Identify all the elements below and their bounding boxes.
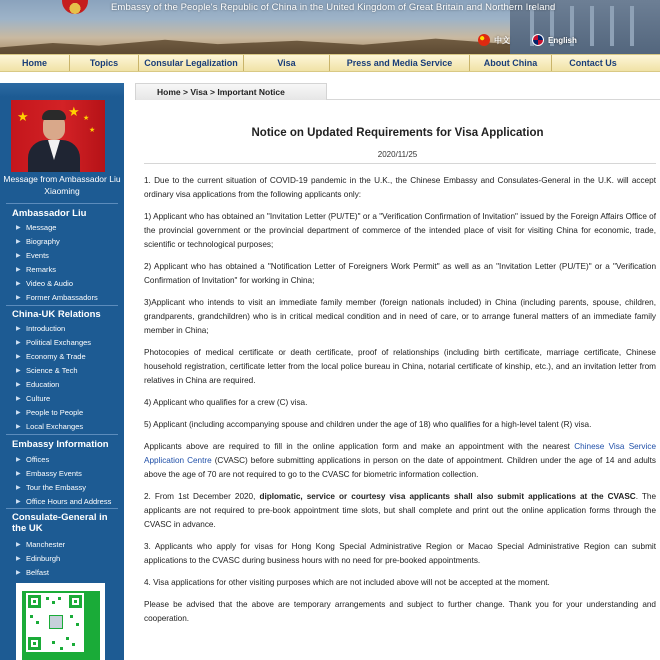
- language-chinese-label: 中文: [494, 35, 510, 45]
- qr-code-icon: [26, 593, 84, 652]
- arrow-right-icon: ▶: [16, 570, 21, 576]
- sidebar-item-local-exchanges[interactable]: ▶ Local Exchanges: [12, 420, 120, 434]
- paragraph: 2. From 1st December 2020, diplomatic, service or courtesy visa applicants shall also submit applications at the CVASC. The applicants are not required to pre-book appointment time slots, but shall complete and print out the online application forms through the CVASC in advance.: [144, 492, 657, 529]
- arrow-right-icon: ▶: [16, 396, 21, 402]
- consulate-links: [12, 538, 120, 580]
- national-emblem-icon: [62, 0, 88, 14]
- publish-date: 2020/11/25: [377, 150, 418, 159]
- arrow-right-icon: ▶: [16, 368, 21, 374]
- main-content: [135, 83, 660, 660]
- breadcrumb-visa[interactable]: Visa: [190, 87, 208, 97]
- paragraph: 1) Applicant who has obtained an "Invitation Letter (PU/TE)" or a "Verification Confirmation of Invitation" issued by the Foreign Affairs Office of the provincial government or the provincial department of commerce of the intended place of visit for visiting China for economic, trade, scientific or technological purposes;: [144, 212, 656, 249]
- language-english-link[interactable]: [532, 34, 577, 46]
- sidebar-item-education[interactable]: ▶ Education: [12, 378, 120, 392]
- sidebar-item-former-ambassadors[interactable]: ▶ Former Ambassadors: [12, 291, 120, 305]
- language-english-label: English: [548, 35, 577, 45]
- arrow-right-icon: ▶: [16, 239, 21, 245]
- header-banner: [0, 0, 660, 54]
- sidebar-divider: [6, 434, 118, 435]
- sidebar-divider: [6, 508, 118, 509]
- paragraph: Photocopies of medical certificate or death certificate, proof of relationships (including birth certificate, marriage certificate, Chinese household registration, certificate letter from the local police bureau in China, notarial certificate of kinship, etc.), and an invitation letter from relatives in China are required.: [144, 348, 656, 385]
- arrow-right-icon: ▶: [16, 295, 21, 301]
- arrow-right-icon: ▶: [16, 556, 21, 562]
- sidebar-item-political-exchanges[interactable]: ▶ Political Exchanges: [12, 336, 120, 350]
- nav-topics[interactable]: Topics: [70, 55, 139, 71]
- uk-flag-icon: [532, 34, 544, 46]
- arrow-right-icon: ▶: [16, 410, 21, 416]
- qr-logo-icon: [49, 615, 63, 629]
- paragraph: 3)Applicant who intends to visit an immediate family member (foreign nationals included) in China (including parents, spouse, children, grandparents, grandchildren) who is in critical medical condition and in need of care, or to arrange funeral matters of an immediate family member in China;: [144, 298, 656, 335]
- nav-press-media[interactable]: Press and Media Service: [330, 55, 470, 71]
- arrow-right-icon: ▶: [16, 485, 21, 491]
- sidebar-item-science-tech[interactable]: ▶ Science & Tech: [12, 364, 120, 378]
- nav-about-china[interactable]: About China: [470, 55, 552, 71]
- cvasc-link[interactable]: Chinese Visa Service Application Centre: [144, 442, 656, 465]
- paragraph: 4) Applicant who qualifies for a crew (C) visa.: [144, 398, 308, 407]
- sidebar-item-culture[interactable]: ▶ Culture: [12, 392, 120, 406]
- wechat-qr-code: [16, 583, 105, 660]
- title-divider: [144, 163, 656, 164]
- breadcrumb-separator: >: [180, 87, 191, 97]
- breadcrumb-bar: [135, 83, 660, 100]
- embassy-title: Embassy of the People's Republic of China in the United Kingdom of Great Britain and Northern Ireland: [111, 2, 556, 13]
- breadcrumb-current[interactable]: Important Notice: [217, 87, 285, 97]
- paragraph: 1. Due to the current situation of COVID-19 pandemic in the U.K., the Chinese Embassy and Consulates-General in the U.K. will accept ordinary visa applications from the following applicants only:: [144, 176, 656, 199]
- breadcrumb-separator: >: [207, 87, 218, 97]
- arrow-right-icon: ▶: [16, 471, 21, 477]
- sidebar-item-edinburgh[interactable]: ▶ Edinburgh: [12, 552, 120, 566]
- section-heading-consulates: Consulate-General in the UK: [12, 512, 108, 534]
- sidebar-header-strip: [0, 83, 124, 97]
- article-body: [144, 174, 656, 634]
- arrow-right-icon: ▶: [16, 354, 21, 360]
- flag-star-icon: ★: [89, 127, 96, 134]
- relations-links: [12, 322, 120, 434]
- paragraph: 4. Visa applications for other visiting purposes which are not included above will not be accepted at the moment.: [144, 578, 550, 587]
- flag-star-icon: ★: [83, 115, 90, 122]
- arrow-right-icon: ▶: [16, 267, 21, 273]
- bold-emphasis: diplomatic, service or courtesy visa applicants shall also submit applications at the CVASC: [259, 492, 636, 501]
- arrow-right-icon: ▶: [16, 326, 21, 332]
- arrow-right-icon: ▶: [16, 281, 21, 287]
- breadcrumb: [135, 83, 327, 100]
- flag-star-icon: ★: [17, 109, 29, 124]
- arrow-right-icon: ▶: [16, 542, 21, 548]
- ambassador-photo[interactable]: [11, 100, 105, 172]
- sidebar-item-belfast[interactable]: ▶ Belfast: [12, 566, 120, 580]
- sidebar-item-manchester[interactable]: ▶ Manchester: [12, 538, 120, 552]
- sidebar-item-tour-embassy[interactable]: ▶ Tour the Embassy: [12, 481, 120, 495]
- sidebar-item-embassy-events[interactable]: ▶ Embassy Events: [12, 467, 120, 481]
- paragraph: 5) Applicant (including accompanying spouse and children under the age of 18) who qualifies for a high-level talent (R) visa.: [144, 420, 592, 429]
- sidebar-item-economy-trade[interactable]: ▶ Economy & Trade: [12, 350, 120, 364]
- arrow-right-icon: ▶: [16, 253, 21, 259]
- arrow-right-icon: ▶: [16, 340, 21, 346]
- sidebar-item-office-hours[interactable]: ▶ Office Hours and Address: [12, 495, 120, 509]
- sidebar-item-message[interactable]: ▶ Message: [12, 221, 120, 235]
- paragraph: Please be advised that the above are temporary arrangements and subject to further change. Thank you for your understanding and cooperation.: [144, 600, 656, 623]
- page-title: Notice on Updated Requirements for Visa Application: [251, 127, 544, 139]
- china-flag-icon: [478, 34, 490, 46]
- ambassador-links: [12, 221, 120, 305]
- nav-visa[interactable]: Visa: [244, 55, 330, 71]
- language-chinese-link[interactable]: [478, 34, 510, 46]
- nav-consular-legalization[interactable]: Consular Legalization: [139, 55, 244, 71]
- paragraph: Applicants above are required to fill in the online application form and make an appointment with the nearest Chinese Visa Service Application Centre (CVASC) before submitting applications in person on the date of appointment. Children under the age of 14 and adults above the age of 70 are not required to go to the CVASC for biometric information collection.: [144, 442, 656, 479]
- sidebar-item-biography[interactable]: ▶ Biography: [12, 235, 120, 249]
- sidebar-divider: [6, 305, 118, 306]
- paragraph: 3. Applicants who apply for visas for Hong Kong Special Administrative Region or Macao Special Administrative Region can submit applications to the CVASC during business hours with no need for pre-booked appointments.: [144, 542, 656, 565]
- flag-star-icon: ★: [68, 104, 80, 119]
- arrow-right-icon: ▶: [16, 382, 21, 388]
- sidebar-item-offices[interactable]: ▶ Offices: [12, 453, 120, 467]
- sidebar-item-events[interactable]: ▶ Events: [12, 249, 120, 263]
- arrow-right-icon: ▶: [16, 225, 21, 231]
- embassy-links: [12, 453, 120, 509]
- main-nav: [0, 54, 660, 72]
- nav-home[interactable]: Home: [0, 55, 70, 71]
- sidebar-item-remarks[interactable]: ▶ Remarks: [12, 263, 120, 277]
- arrow-right-icon: ▶: [16, 424, 21, 430]
- sidebar-divider: [6, 203, 118, 204]
- sidebar-item-video-audio[interactable]: ▶ Video & Audio: [12, 277, 120, 291]
- nav-contact-us[interactable]: Contact Us: [569, 58, 617, 68]
- left-sidebar: [0, 83, 124, 660]
- arrow-right-icon: ▶: [16, 457, 21, 463]
- arrow-right-icon: ▶: [16, 499, 21, 505]
- section-heading-ambassador: Ambassador Liu: [12, 208, 87, 219]
- section-heading-embassy: Embassy Information: [12, 439, 109, 450]
- sidebar-item-people-to-people[interactable]: ▶ People to People: [12, 406, 120, 420]
- section-heading-relations: China-UK Relations: [12, 309, 101, 320]
- ambassador-message-link[interactable]: Message from Ambassador Liu Xiaoming: [3, 174, 121, 196]
- breadcrumb-home[interactable]: Home: [157, 87, 181, 97]
- sidebar-item-introduction[interactable]: ▶ Introduction: [12, 322, 120, 336]
- paragraph: 2) Applicant who has obtained a "Notification Letter of Foreigners Work Permit" as well as an "Invitation Letter (PU/TE)" or a "Verification Confirmation of Invitation" for working in China;: [144, 262, 656, 285]
